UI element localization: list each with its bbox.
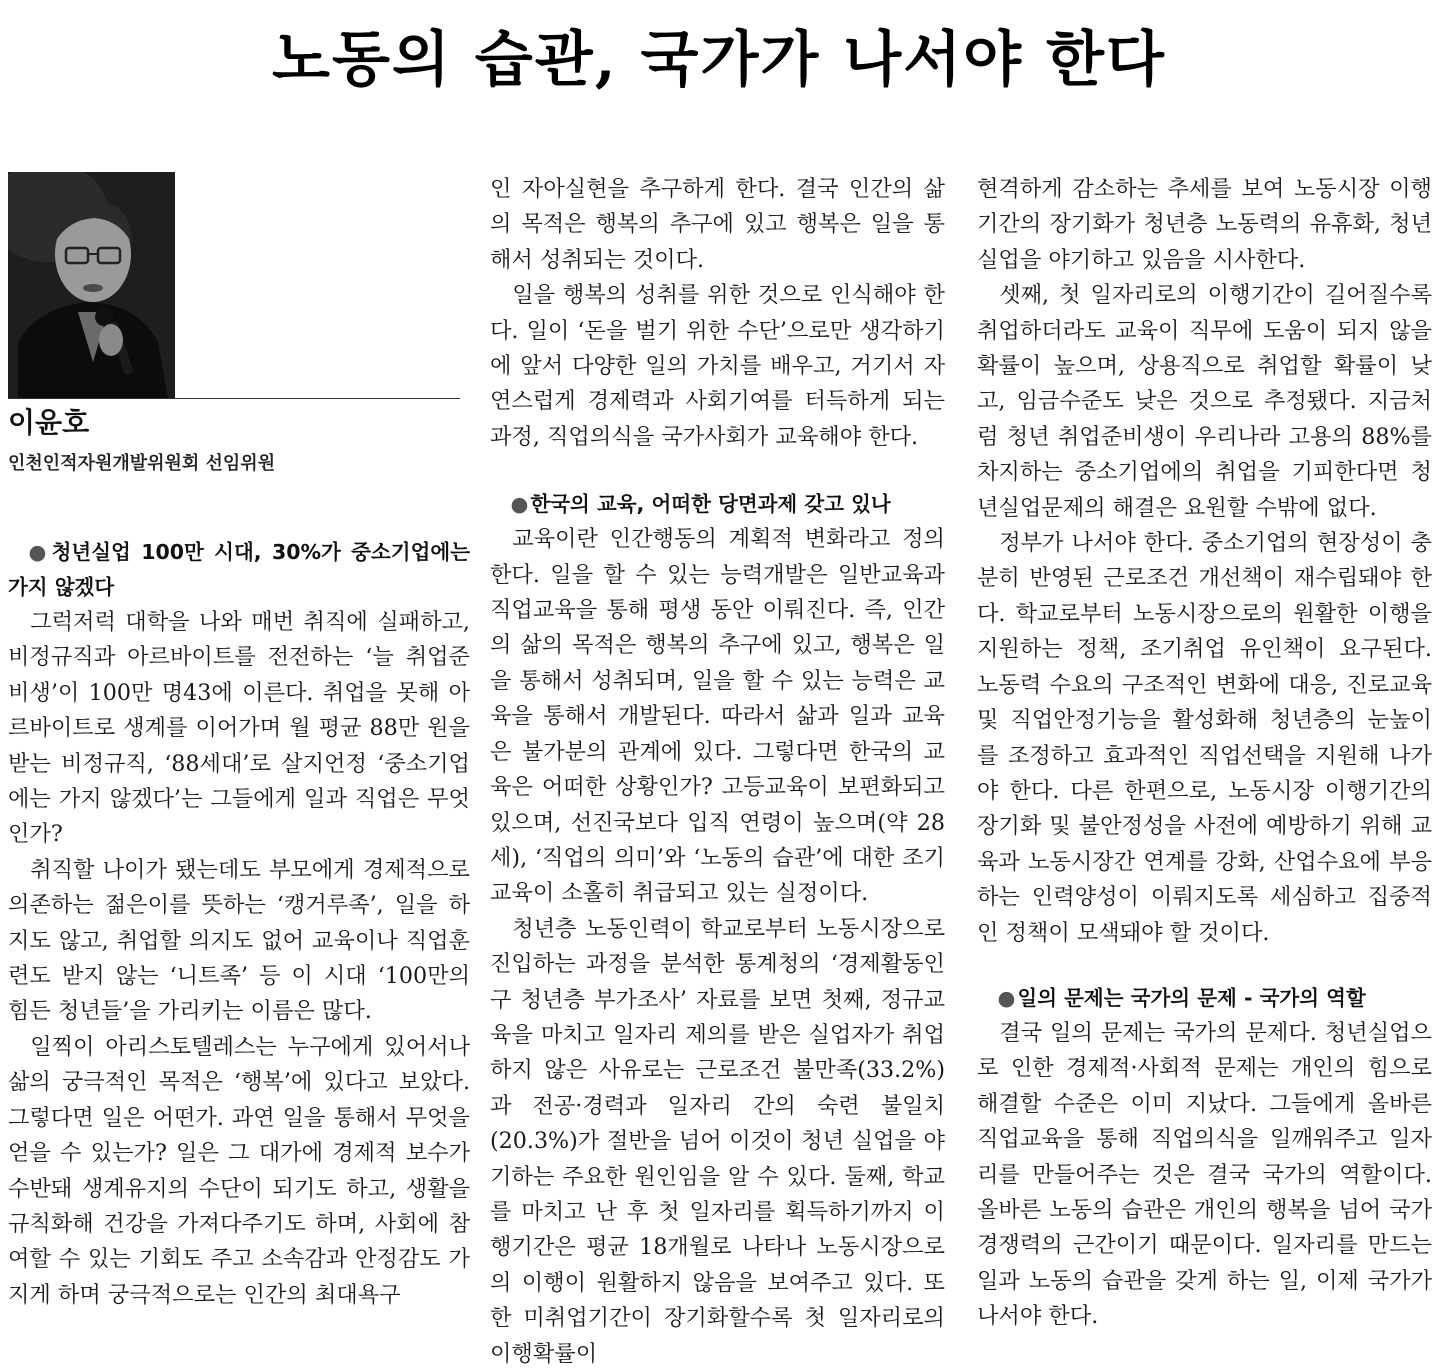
- section-heading-text: 한국의 교육, 어떠한 당면과제 갖고 있나: [530, 492, 891, 517]
- photo-divider: [8, 398, 460, 399]
- article-headline: 노동의 습관, 국가가 나서야 한다: [272, 25, 1166, 95]
- section-heading: [8, 535, 470, 605]
- paragraph: 일을 행복의 성취를 위한 것으로 인식해야 한다. 일이 ‘돈을 벌기 위한 수단’으로만 생각하기에 앞서 다양한 일의 가치를 배우고, 거기서 자연스럽게 경제력과 사회기여를 터득하게 되는 과정, 직업의식을 국가사회가 교육해야 한다.: [490, 282, 945, 450]
- paragraph: 취직할 나이가 됐는데도 부모에게 경제적으로 의존하는 젊은이를 뜻하는 ‘캥거루족’, 일을 하지도 않고, 취업할 의지도 없어 교육이나 직업훈련도 받지 않는 ‘니트족’ 등 이 시대 ‘100만의 힘든 청년들’을 가리키는 이름은 많다.: [8, 856, 470, 1025]
- article-column-3: [977, 172, 1432, 1335]
- section-heading: [490, 487, 945, 522]
- section-heading-text: 일의 문제는 국가의 문제 - 국가의 역할: [1017, 985, 1366, 1010]
- article-column-1: [8, 172, 470, 1313]
- author-role: 인천인적자원개발위원회 선임위원: [8, 453, 276, 474]
- bullet-icon: ●: [28, 540, 50, 564]
- paragraph: 그럭저럭 대학을 나와 매번 취직에 실패하고, 비정규직과 아르바이트를 전전하는 ‘늘 취업준비생’이 100만 명43에 이른다. 취업을 못해 아르바이트로 생계를 이어가며 월 평균 88만 원을 받는 비정규직, ‘88세대’로 살지언정 ‘중소기업에는 가지 않겠다’는 그들에게 일과 직업은 무엇인가?: [8, 609, 470, 848]
- paragraph: 일찍이 아리스토텔레스는 누구에게 있어서나 삶의 궁극적인 목적은 ‘행복’에 있다고 보았다. 그렇다면 일은 어떤가. 과연 일을 통해서 무엇을 얻을 수 있는가? 일은 그 대가에 경제적 보수가 수반돼 생계유지의 수단이 되기도 하고, 생활을 규칙화해 건강을 가져다주기도 하며, 사회에 참여할 수 있는 기회도 주고 소속감과 안정감도 가지게 하며 궁극적으로는 인간의 최대욕구: [8, 1033, 470, 1308]
- paragraph: 현격하게 감소하는 추세를 보여 노동시장 이행기간의 장기화가 청년층 노동력의 유휴화, 청년실업을 야기하고 있음을 시사한다.: [977, 176, 1432, 273]
- paragraph: 셋째, 첫 일자리로의 이행기간이 길어질수록 취업하더라도 교육이 직무에 도움이 되지 않을 확률이 높으며, 상용직으로 취업할 확률이 낮고, 임금수준도 낮은 것으로 추정됐다. 지금처럼 청년 취업준비생이 우리나라 고용의 88%를 차지하는 중소기업에의 취업을 기피한다면 청년실업문제의 해결은 요원할 수밖에 없다.: [977, 282, 1432, 521]
- author-photo: [8, 172, 175, 398]
- paragraph: 결국 일의 문제는 국가의 문제다. 청년실업으로 인한 경제적·사회적 문제는 개인의 힘으로 해결할 수준은 이미 지났다. 그들에게 올바른 직업교육을 통해 직업의식을 일깨워주고 일자리를 만들어주는 것은 결국 국가의 역할이다. 올바른 노동의 습관은 개인의 행복을 넘어 국가경쟁력의 근간이기 때문이다. 일자리를 만드는 일과 노동의 습관을 갖게 하는 일, 이제 국가가 나서야 한다.: [977, 1019, 1432, 1330]
- bullet-icon: ●: [997, 985, 1016, 1010]
- section-heading-text: 청년실업 100만 시대, 30%가 중소기업에는 가지 않겠다: [8, 540, 470, 599]
- paragraph: 정부가 나서야 한다. 중소기업의 현장성이 충분히 반영된 근로조건 개선책이 재수립돼야 한다. 학교로부터 노동시장으로의 원활한 이행을 지원하는 정책, 조기취업 유인책이 요구된다. 노동력 수요의 구조적인 변화에 대응, 진로교육 및 직업안정기능을 활성화해 청년층의 눈높이를 조정하고 효과적인 직업선택을 지원해 나가야 한다. 다른 한편으로, 노동시장 이행기간의 장기화 및 불안정성을 사전에 예방하기 위해 교육과 노동시장간 연계를 강화, 산업수요에 부응하는 인력양성이 이뤄지도록 세심하고 집중적인 정책이 모색돼야 할 것이다.: [977, 530, 1432, 946]
- paragraph: 교육이란 인간행동의 계획적 변화라고 정의한다. 일을 할 수 있는 능력개발은 일반교육과 직업교육을 통해 평생 동안 이뤄진다. 즉, 인간의 삶의 목적은 행복의 추구에 있고, 행복은 일을 통해서 성취되며, 일을 할 수 있는 능력은 교육을 통해서 개발된다. 따라서 삶과 일과 교육은 불가분의 관계에 있다. 그렇다면 한국의 교육은 어떠한 상황인가? 고등교육이 보편화되고 있으며, 선진국보다 입직 연령이 높으며(약 28세), ‘직업의 의미’와 ‘노동의 습관’에 대한 조기교육이 소홀히 취급되고 있는 실정이다.: [490, 526, 945, 907]
- section-heading: [977, 981, 1432, 1016]
- bullet-icon: ●: [510, 492, 529, 517]
- paragraph: 청년층 노동인력이 학교로부터 노동시장으로 진입하는 과정을 분석한 통계청의 ‘경제활동인구 청년층 부가조사’ 자료를 보면 첫째, 정규교육을 마치고 일자리 제의를 받은 실업자가 취업하지 않은 사유로는 근로조건 불만족(33.2%)과 전공·경력과 일자리 간의 숙련 불일치(20.3%)가 절반을 넘어 이것이 청년 실업을 야기하는 주요한 원인임을 알 수 있다. 둘째, 학교를 마치고 난 후 첫 일자리를 획득하기까지 이행기간은 평균 18개월로 나타나 노동시장으로의 이행이 원활하지 않음을 보여주고 있다. 또한 미취업기간이 장기화할수록 첫 일자리로의 이행확률이: [490, 915, 945, 1367]
- article-column-2: [490, 172, 945, 1372]
- author-name: 이윤호: [8, 406, 90, 439]
- paragraph: 인 자아실현을 추구하게 한다. 결국 인간의 삶의 목적은 행복의 추구에 있고 행복은 일을 통해서 성취되는 것이다.: [490, 176, 945, 273]
